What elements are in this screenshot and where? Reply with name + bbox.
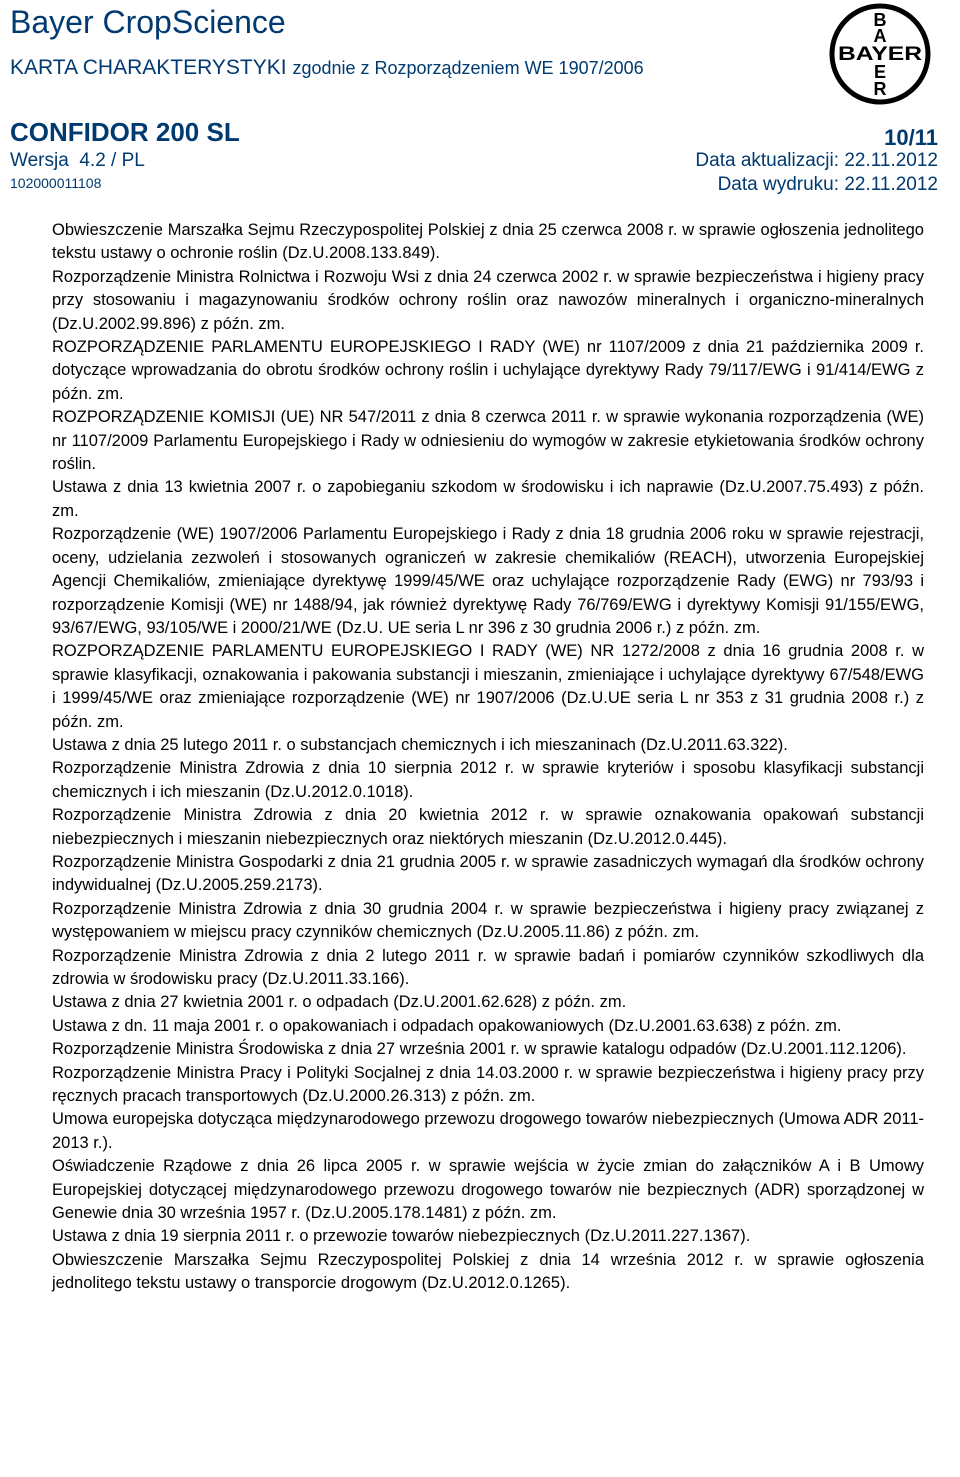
regulation-paragraph: ROZPORZĄDZENIE KOMISJI (UE) NR 547/2011 z dnia 8 czerwca 2011 r. w sprawie wykonania rozporządzenia (WE) nr 1107/2009 Parlamentu Europejskiego i Rady w odniesieniu do wymogów w zakresie etykietowania środków ochrony roślin. [52, 408, 924, 474]
logo-letter-top-2: A [873, 26, 887, 46]
regulation-paragraph: Ustawa z dnia 27 kwietnia 2001 r. o odpadach (Dz.U.2001.62.628) z późn. zm. [52, 993, 627, 1012]
document-type-title: KARTA CHARAKTERYSTYKI [10, 56, 287, 79]
regulation-paragraph: Rozporządzenie (WE) 1907/2006 Parlamentu Europejskiego i Rady z dnia 18 grudnia 2006 roku w sprawie rejestracji, oceny, udzielania zezwoleń i stosowanych ograniczeń w zakresie chemikaliów (REACH), utworzenia Europejskiej Agencji Chemikaliów, zmieniające dyrektywę 1999/45/WE oraz uchylające rozporządzenie Rady (EWG) nr 793/93 i rozporządzenie Komisji (WE) nr 1488/94, jak również dyrektywę Rady 76/769/EWG i dyrektywy Komisji 91/155/EWG, 93/67/EWG, 93/105/WE i 2000/21/WE (Dz.U. UE seria L nr 396 z 30 grudnia 2006 r.) z późn. zm. [52, 525, 924, 637]
version-line [10, 150, 145, 172]
regulation-paragraph: Rozporządzenie Ministra Zdrowia z dnia 10 sierpnia 2012 r. w sprawie kryteriów i sposobu klasyfikacji substancji chemicznych i ich mieszanin (Dz.U.2012.0.1018). [52, 759, 924, 801]
version-value: 4.2 / PL [79, 150, 145, 171]
regulation-paragraph: Rozporządzenie Ministra Zdrowia z dnia 2 lutego 2011 r. w sprawie badań i pomiarów czynników szkodliwych dla zdrowia w środowisku pracy (Dz.U.2011.33.166). [52, 946, 924, 988]
regulation-paragraph: Rozporządzenie Ministra Gospodarki z dnia 21 grudnia 2005 r. w sprawie zasadniczych wymagań dla środków ochrony indywidualnej (Dz.U.2005.259.2173). [52, 852, 924, 895]
regulation-paragraph: Oświadczenie Rządowe z dnia 26 lipca 2005 r. w sprawie wejścia w życie zmian do załączników A i B Umowy Europejskiej dotyczącej międzynarodowego przewozu drogowego towarów nie bezpiecznych (ADR) sporządzonej w Genewie dnia 30 września 1957 r. (Dz.U.2005.178.1481) z późn. zm. [52, 1157, 924, 1223]
regulation-paragraph: Rozporządzenie Ministra Rolnictwa i Rozwoju Wsi z dnia 24 czerwca 2002 r. w sprawie bezpieczeństwa i higieny pracy przy stosowaniu i magazynowaniu środków ochrony roślin oraz nawozów mineralnych i organiczno-mineralnych (Dz.U.2002.99.896) z późn. zm. [52, 267, 924, 333]
regulation-paragraph: Rozporządzenie Ministra Pracy i Polityki Socjalnej z dnia 14.03.2000 r. w sprawie bezpieczeństwa i higieny pracy przy ręcznych pracach transportowych (Dz.U.2000.26.313) z późn. zm. [52, 1063, 924, 1106]
revision-label: Data aktualizacji: [695, 150, 840, 171]
logo-letter-top-1: B [873, 10, 887, 30]
version-label: Wersja [10, 150, 69, 171]
regulation-paragraph: Ustawa z dn. 11 maja 2001 r. o opakowaniach i odpadach opakowaniowych (Dz.U.2001.63.638) z późn. zm. [52, 1016, 842, 1035]
regulation-paragraph: Ustawa z dnia 13 kwietnia 2007 r. o zapobieganiu szkodom w środowisku i ich naprawie (Dz.U.2007.75.493) z późn. zm. [52, 478, 924, 520]
logo-letter-bottom-2: R [873, 79, 887, 99]
regulation-paragraph: Ustawa z dnia 25 lutego 2011 r. o substancjach chemicznych i ich mieszaninach (Dz.U.2011.63.322). [52, 735, 788, 754]
regulation-paragraph: Obwieszczenie Marszałka Sejmu Rzeczypospolitej Polskiej z dnia 14 września 2012 r. w sprawie ogłoszenia jednolitego tekstu ustawy o transporcie drogowym (Dz.U.2012.0.1265). [52, 1250, 924, 1293]
print-label: Data wydruku: [717, 174, 840, 195]
regulation-paragraph: Rozporządzenie Ministra Środowiska z dnia 27 września 2001 r. w sprawie katalogu odpadów (Dz.U.2001.112.1206). [52, 1040, 907, 1059]
bayer-cross-logo [828, 2, 932, 106]
page-number: 10/11 [884, 125, 938, 150]
regulation-paragraph: Rozporządzenie Ministra Zdrowia z dnia 20 kwietnia 2012 r. w sprawie oznakowania opakowań substancji niebezpiecznych i mieszanin niebezpiecznych oraz niektórych mieszanin (Dz.U.2012.0.445). [52, 806, 924, 848]
print-date: 22.11.2012 [844, 174, 938, 195]
regulations-list [52, 219, 924, 1296]
regulation-paragraph: ROZPORZĄDZENIE PARLAMENTU EUROPEJSKIEGO I RADY (WE) NR 1272/2008 z dnia 16 grudnia 2008 r. w sprawie klasyfikacji, oznakowania i pakowania substancji i mieszanin, zmieniające i uchylające dyrektywy 67/548/EWG i 1999/45/WE oraz zmieniające rozporządzenie (WE) nr 1907/2006 (Dz.U.UE seria L nr 353 z 31 grudnia 2008 r.) z późn. zm. [52, 642, 924, 731]
regulation-reference: zgodnie z Rozporządzeniem WE 1907/2006 [292, 58, 644, 78]
logo-wordmark: BAYER [838, 44, 923, 65]
product-name: CONFIDOR 200 SL [10, 117, 240, 147]
document-type [10, 56, 644, 80]
material-number: 102000011108 [10, 175, 102, 191]
revision-date: 22.11.2012 [844, 150, 938, 171]
revision-date-line [695, 150, 938, 172]
regulation-paragraph: Ustawa z dnia 19 sierpnia 2011 r. o przewozie towarów niebezpiecznych (Dz.U.2011.227.1367). [52, 1227, 751, 1246]
print-date-line [718, 174, 938, 196]
company-name: Bayer CropScience [10, 4, 286, 40]
regulation-paragraph: Rozporządzenie Ministra Zdrowia z dnia 30 grudnia 2004 r. w sprawie bezpieczeństwa i higieny pracy związanej z występowaniem w miejscu pracy czynników chemicznych (Dz.U.2005.11.86) z późn. zm. [52, 899, 924, 942]
regulation-paragraph: Obwieszczenie Marszałka Sejmu Rzeczypospolitej Polskiej z dnia 25 czerwca 2008 r. w sprawie ogłoszenia jednolitego tekstu ustawy o ochronie roślin (Dz.U.2008.133.849). [52, 221, 924, 263]
regulation-paragraph: Umowa europejska dotycząca międzynarodowego przewozu drogowego towarów niebezpiecznych (Umowa ADR 2011-2013 r.). [52, 1110, 924, 1152]
regulation-paragraph: ROZPORZĄDZENIE PARLAMENTU EUROPEJSKIEGO I RADY (WE) nr 1107/2009 z dnia 21 października 2009 r. dotyczące wprowadzania do obrotu środków ochrony roślin i uchylające dyrektywy Rady 79/117/EWG i 91/414/EWG z późn. zm. [52, 338, 924, 403]
logo-letter-bottom-1: E [873, 62, 887, 82]
